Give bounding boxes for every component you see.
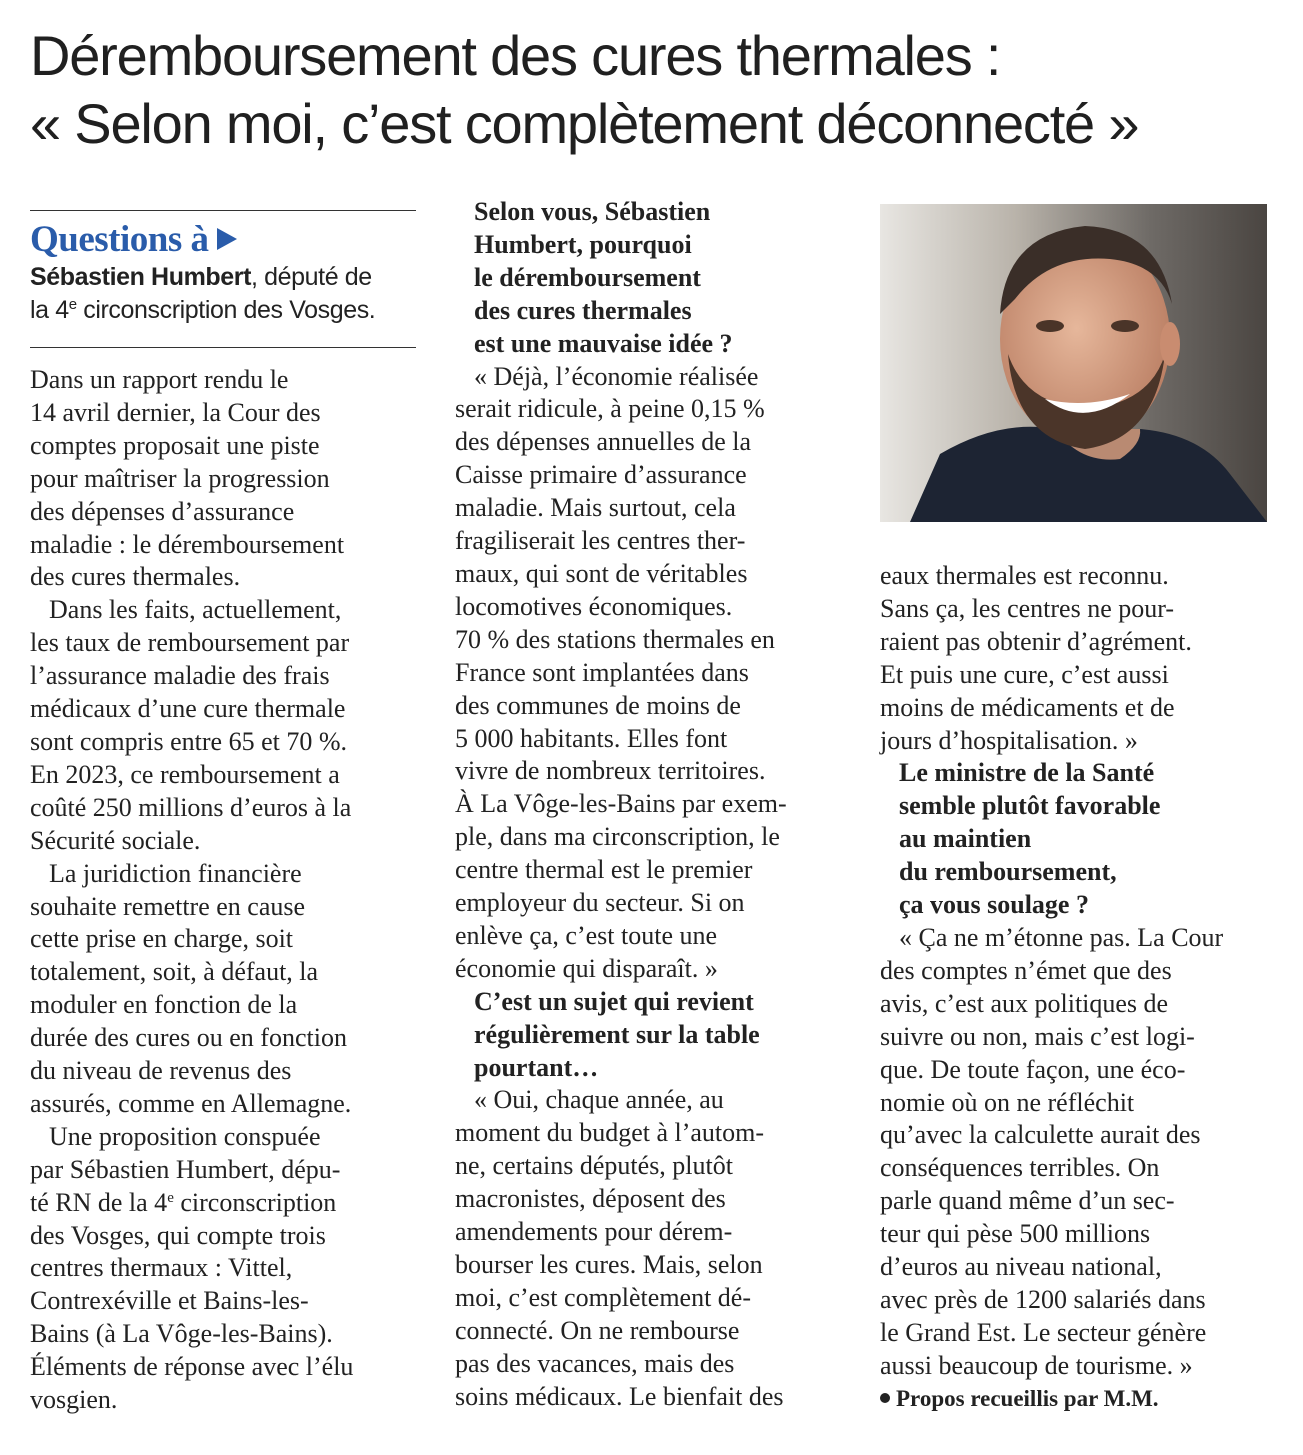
text-line: des dépenses annuelles de la <box>455 427 752 457</box>
text-line: Dans un rapport rendu le <box>30 365 289 394</box>
text-line: Caisse primaire d’assurance <box>455 460 747 490</box>
text-line: suivre ou non, mais c’est logi- <box>880 1021 1195 1051</box>
text-line: 14 avril dernier, la Cour des <box>30 397 321 427</box>
interviewee-role-2a: la 4 <box>30 296 69 324</box>
byline <box>880 1383 1275 1416</box>
text-line: moi, c’est complètement dé- <box>455 1282 752 1312</box>
ordinal-sup: e <box>167 1189 174 1206</box>
column-1 <box>30 210 420 1417</box>
text-line: nomie où on ne réfléchit <box>880 1087 1135 1117</box>
text-line: maladie : le déremboursement <box>30 529 345 559</box>
text-line: Humbert, pourquoi <box>474 229 692 259</box>
text-line: fragiliserait les centres ther- <box>455 526 746 556</box>
text-line: le Grand Est. Le secteur génère <box>880 1317 1207 1347</box>
text-line: jours d’hospitalisation. » <box>880 725 1138 755</box>
text-line: locomotives économiques. <box>455 591 733 621</box>
text-fragment: circonscription <box>173 1187 337 1217</box>
text-line: « Ça ne m’étonne pas. La Cour <box>899 922 1224 952</box>
text-line: régulièrement sur la table <box>474 1019 760 1049</box>
text-line: du remboursement, <box>899 857 1117 887</box>
text-line: maladie. Mais surtout, cela <box>455 493 736 523</box>
interviewee-role-1: , député de <box>251 263 372 291</box>
headline <box>30 22 1280 158</box>
text-line: par Sébastien Humbert, dépu- <box>30 1154 341 1184</box>
text-line: que. De toute façon, une éco- <box>880 1054 1186 1084</box>
text-line: qu’avec la calculette aurait des <box>880 1120 1201 1150</box>
text-line: des communes de moins de <box>455 690 741 720</box>
text-line: coûté 250 millions d’euros à la <box>30 792 352 822</box>
text-line: maux, qui sont de véritables <box>455 558 748 588</box>
text-line: Contrexéville et Bains-les- <box>30 1286 309 1316</box>
col1-paragraph-2 <box>30 594 420 857</box>
text-line: teur qui pèse 500 millions <box>880 1219 1151 1249</box>
text-line: La juridiction financière <box>49 858 302 888</box>
answer-2-continued <box>880 560 1275 757</box>
text-line: France sont implantées dans <box>455 657 749 687</box>
text-line: ça vous soulage ? <box>899 890 1089 920</box>
text-line: assurés, comme en Allemagne. <box>30 1088 352 1118</box>
question-2 <box>455 986 850 1085</box>
text-line: pas des vacances, mais des <box>455 1348 735 1378</box>
text-line: Sécurité sociale. <box>30 825 201 855</box>
text-line: totalement, soit, à défaut, la <box>30 957 319 987</box>
col1-paragraph-1 <box>30 364 420 594</box>
text-line: aussi beaucoup de tourisme. » <box>880 1350 1193 1380</box>
text-line: vivre de nombreux territoires. <box>455 756 766 786</box>
text-line: des cures thermales <box>474 295 692 325</box>
text-line: Éléments de réponse avec l’élu <box>30 1352 354 1382</box>
text-line: Dans les faits, actuellement, <box>49 595 342 625</box>
text-line: C’est un sujet qui revient <box>474 986 754 1016</box>
text-line: centres thermaux : Vittel, <box>30 1253 293 1283</box>
text-line: des Vosges, qui compte trois <box>30 1220 326 1250</box>
bottom-divider <box>30 347 416 348</box>
text-line: le déremboursement <box>474 262 701 292</box>
text-line: durée des cures ou en fonction <box>30 1023 347 1053</box>
interviewee-role-2b: circonscription des Vosges. <box>76 296 376 324</box>
text-line: vosgien. <box>30 1385 118 1415</box>
text-line: centre thermal est le premier <box>455 855 753 885</box>
text-line: moment du budget à l’autom- <box>455 1118 765 1148</box>
text-line: cette prise en charge, soit <box>30 924 294 954</box>
text-line: enlève ça, c’est toute une <box>455 920 718 950</box>
text-line: Et puis une cure, c’est aussi <box>880 659 1169 689</box>
questions-label-text: Questions à <box>30 219 209 260</box>
text-line: médicaux d’une cure thermale <box>30 694 346 724</box>
top-divider <box>30 210 416 211</box>
text-line: avec près de 1200 salariés dans <box>880 1284 1206 1314</box>
text-line: « Déjà, l’économie réalisée <box>474 361 759 391</box>
text-line: avis, c’est aux politiques de <box>880 988 1169 1018</box>
text-line: semble plutôt favorable <box>899 791 1161 821</box>
text-line: eaux thermales est reconnu. <box>880 561 1169 590</box>
byline-text: Propos recueillis par M.M. <box>896 1385 1159 1411</box>
text-line: Une proposition conspuée <box>49 1121 321 1151</box>
headline-line-1: Déremboursement des cures thermales : <box>30 24 1001 87</box>
interviewee-intro <box>30 261 420 327</box>
text-line: macronistes, déposent des <box>455 1184 726 1214</box>
text-line: bourser les cures. Mais, selon <box>455 1250 763 1279</box>
question-1 <box>455 196 850 361</box>
text-line: ple, dans ma circonscription, le <box>455 822 780 852</box>
text-line: employeur du secteur. Si on <box>455 888 745 918</box>
answer-2 <box>455 1084 850 1413</box>
portrait-photo <box>880 204 1267 522</box>
bullet-icon <box>880 1393 890 1403</box>
text-fragment: té RN de la 4 <box>30 1187 168 1217</box>
text-line: des comptes n’émet que des <box>880 955 1172 985</box>
text-line: les taux de remboursement par <box>30 628 350 658</box>
ordinal-sup: e <box>68 296 77 313</box>
text-line: des cures thermales. <box>30 562 241 592</box>
text-line: parle quand même d’un sec- <box>880 1186 1175 1216</box>
text-line: À La Vôge-les-Bains par exem- <box>455 789 787 819</box>
column-2 <box>455 196 850 1414</box>
text-line: au maintien <box>899 824 1032 854</box>
triangle-right-icon <box>217 228 237 250</box>
column-3 <box>880 560 1275 1416</box>
text-line: En 2023, ce remboursement a <box>30 759 340 789</box>
text-line: économie qui disparaît. » <box>455 953 718 983</box>
text-line: soins médicaux. Le bienfait des <box>455 1381 784 1411</box>
text-line: pourtant… <box>474 1052 599 1082</box>
text-line: connecté. On ne rembourse <box>455 1315 740 1345</box>
text-line: conséquences terribles. On <box>880 1153 1160 1183</box>
text-line: comptes proposait une piste <box>30 430 320 460</box>
text-line: raient pas obtenir d’agrément. <box>880 626 1192 656</box>
answer-1 <box>455 361 850 986</box>
text-line: Bains (à La Vôge-les-Bains). <box>30 1319 333 1349</box>
answer-3 <box>880 922 1275 1383</box>
text-line: Sans ça, les centres ne pour- <box>880 593 1175 623</box>
text-line: d’euros au niveau national, <box>880 1252 1162 1282</box>
text-line: Selon vous, Sébastien <box>474 197 711 226</box>
text-line: serait ridicule, à peine 0,15 % <box>455 394 765 424</box>
col1-paragraph-4 <box>30 1121 420 1417</box>
questions-label <box>30 219 420 261</box>
text-line: « Oui, chaque année, au <box>474 1085 724 1115</box>
text-line: moduler en fonction de la <box>30 990 298 1020</box>
text-line: 70 % des stations thermales en <box>455 624 775 654</box>
text-line: pour maîtriser la progression <box>30 463 330 493</box>
text-line: ne, certains députés, plutôt <box>455 1151 733 1181</box>
text-line: l’assurance maladie des frais <box>30 661 330 691</box>
question-3 <box>880 757 1275 922</box>
headline-line-2: « Selon moi, c’est complètement déconnecté » <box>30 92 1139 155</box>
col1-paragraph-3 <box>30 858 420 1121</box>
text-line: sont compris entre 65 et 70 %. <box>30 726 347 756</box>
text-line: moins de médicaments et de <box>880 692 1175 722</box>
text-line: des dépenses d’assurance <box>30 496 295 526</box>
text-line: amendements pour dérem- <box>455 1217 733 1247</box>
text-line: est une mauvaise idée ? <box>474 328 733 358</box>
interviewee-name: Sébastien Humbert <box>30 263 252 291</box>
text-line: souhaite remettre en cause <box>30 891 306 921</box>
text-line: Le ministre de la Santé <box>899 758 1155 788</box>
text-line <box>30 1187 420 1220</box>
text-line: 5 000 habitants. Elles font <box>455 723 728 753</box>
text-line: du niveau de revenus des <box>30 1056 292 1086</box>
